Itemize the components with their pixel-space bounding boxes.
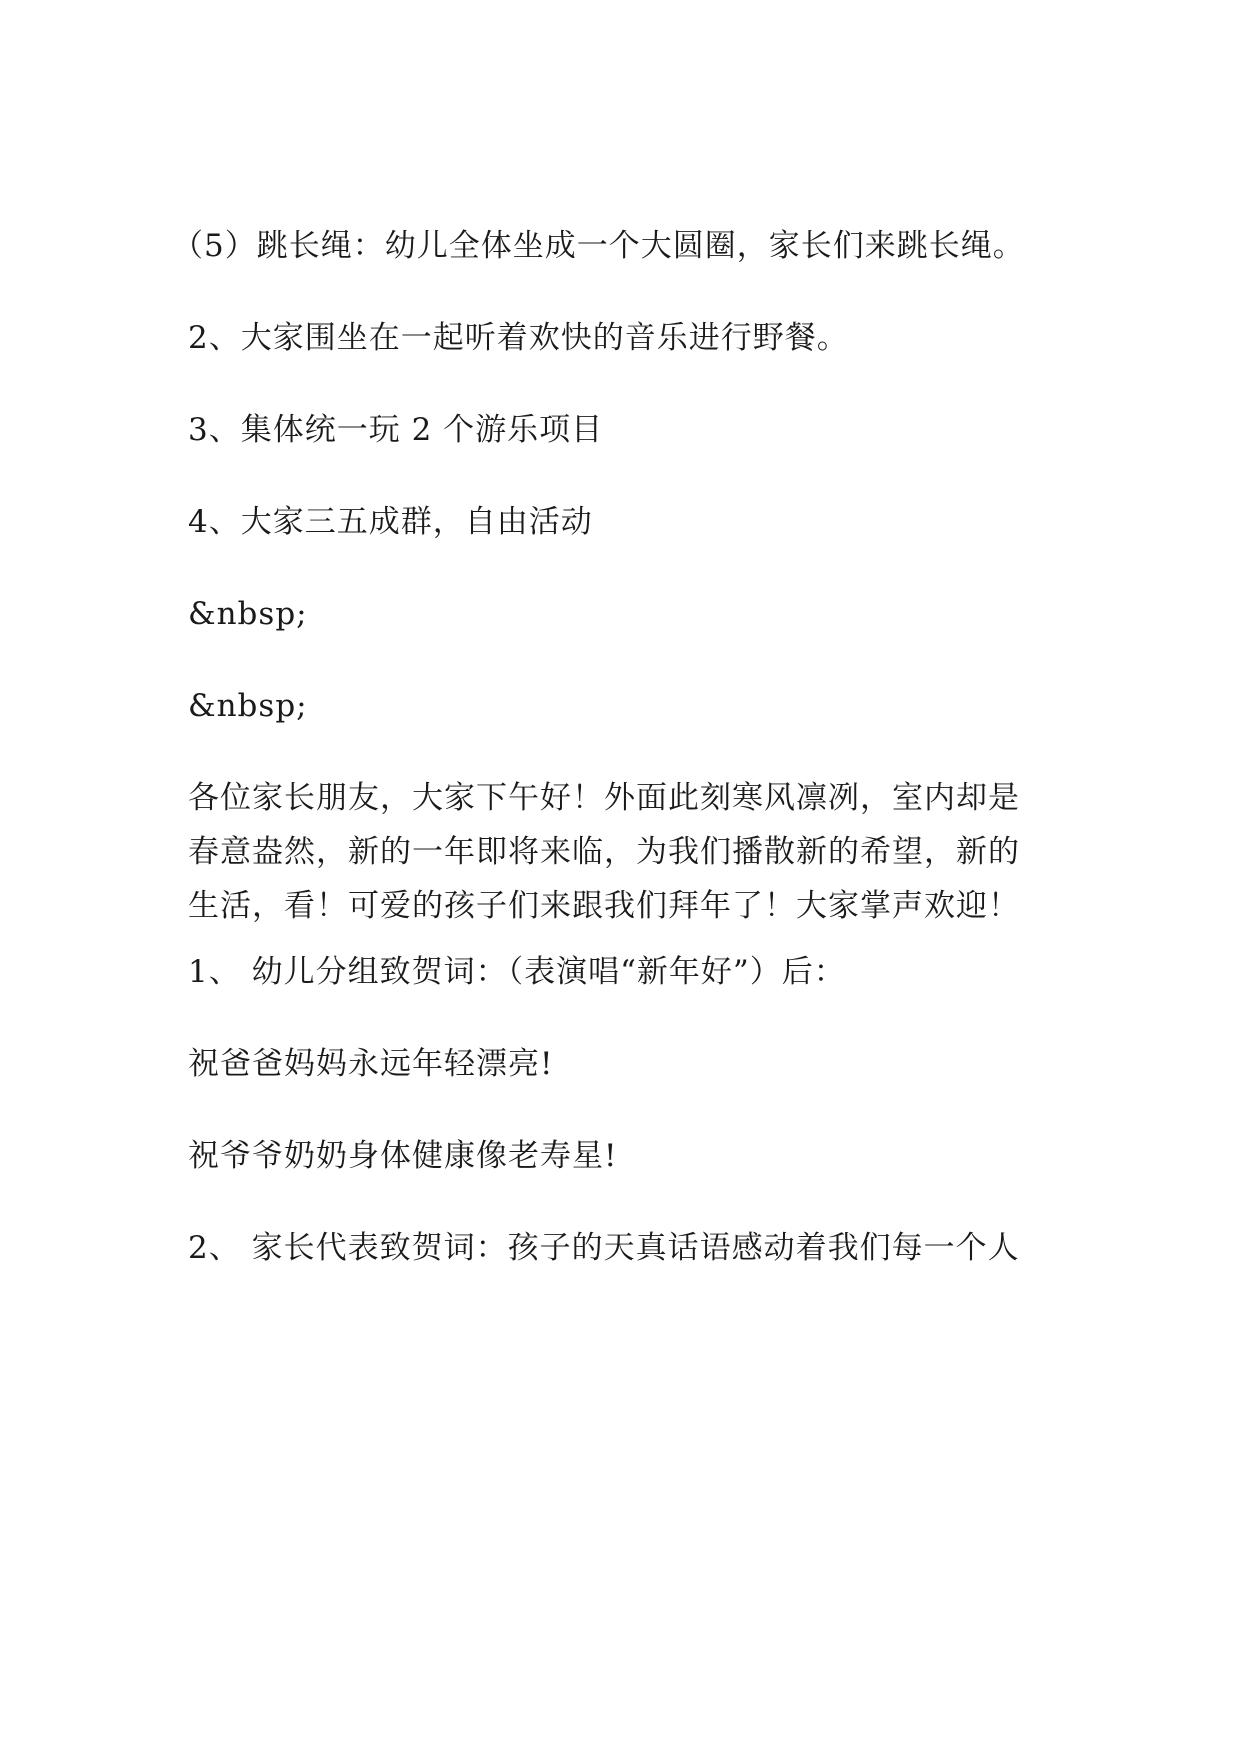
- text-line-nbsp-2: &nbsp;: [188, 688, 308, 724]
- text-line-parent-greeting: 2、 家长代表致贺词：孩子的天真话语感动着我们每一个人: [188, 1230, 1020, 1266]
- text-line-jump-rope: （5）跳长绳：幼儿全体坐成一个大圆圈，家长们来跳长绳。: [172, 228, 1025, 264]
- text-line-wish-parents: 祝爸爸妈妈永远年轻漂亮!: [188, 1046, 554, 1082]
- text-line-picnic: 2、大家围坐在一起听着欢快的音乐进行野餐。: [188, 320, 849, 356]
- greeting-line-3: 生活，看！可爱的孩子们来跟我们拜年了！大家掌声欢迎！: [188, 888, 1020, 924]
- text-line-wish-grandparents: 祝爷爷奶奶身体健康像老寿星!: [188, 1138, 618, 1174]
- greeting-line-1: 各位家长朋友，大家下午好！外面此刻寒风凛冽，室内却是: [188, 780, 1020, 816]
- greeting-paragraph: [188, 771, 1068, 933]
- text-line-free-activity: 4、大家三五成群，自由活动: [188, 504, 593, 540]
- text-line-children-greeting: 1、 幼儿分组致贺词：（表演唱“新年好”）后：: [188, 954, 846, 990]
- text-line-rides: 3、集体统一玩 2 个游乐项目: [188, 412, 604, 448]
- greeting-line-2: 春意盎然，新的一年即将来临，为我们播散新的希望，新的: [188, 834, 1020, 870]
- text-line-nbsp-1: &nbsp;: [188, 596, 308, 632]
